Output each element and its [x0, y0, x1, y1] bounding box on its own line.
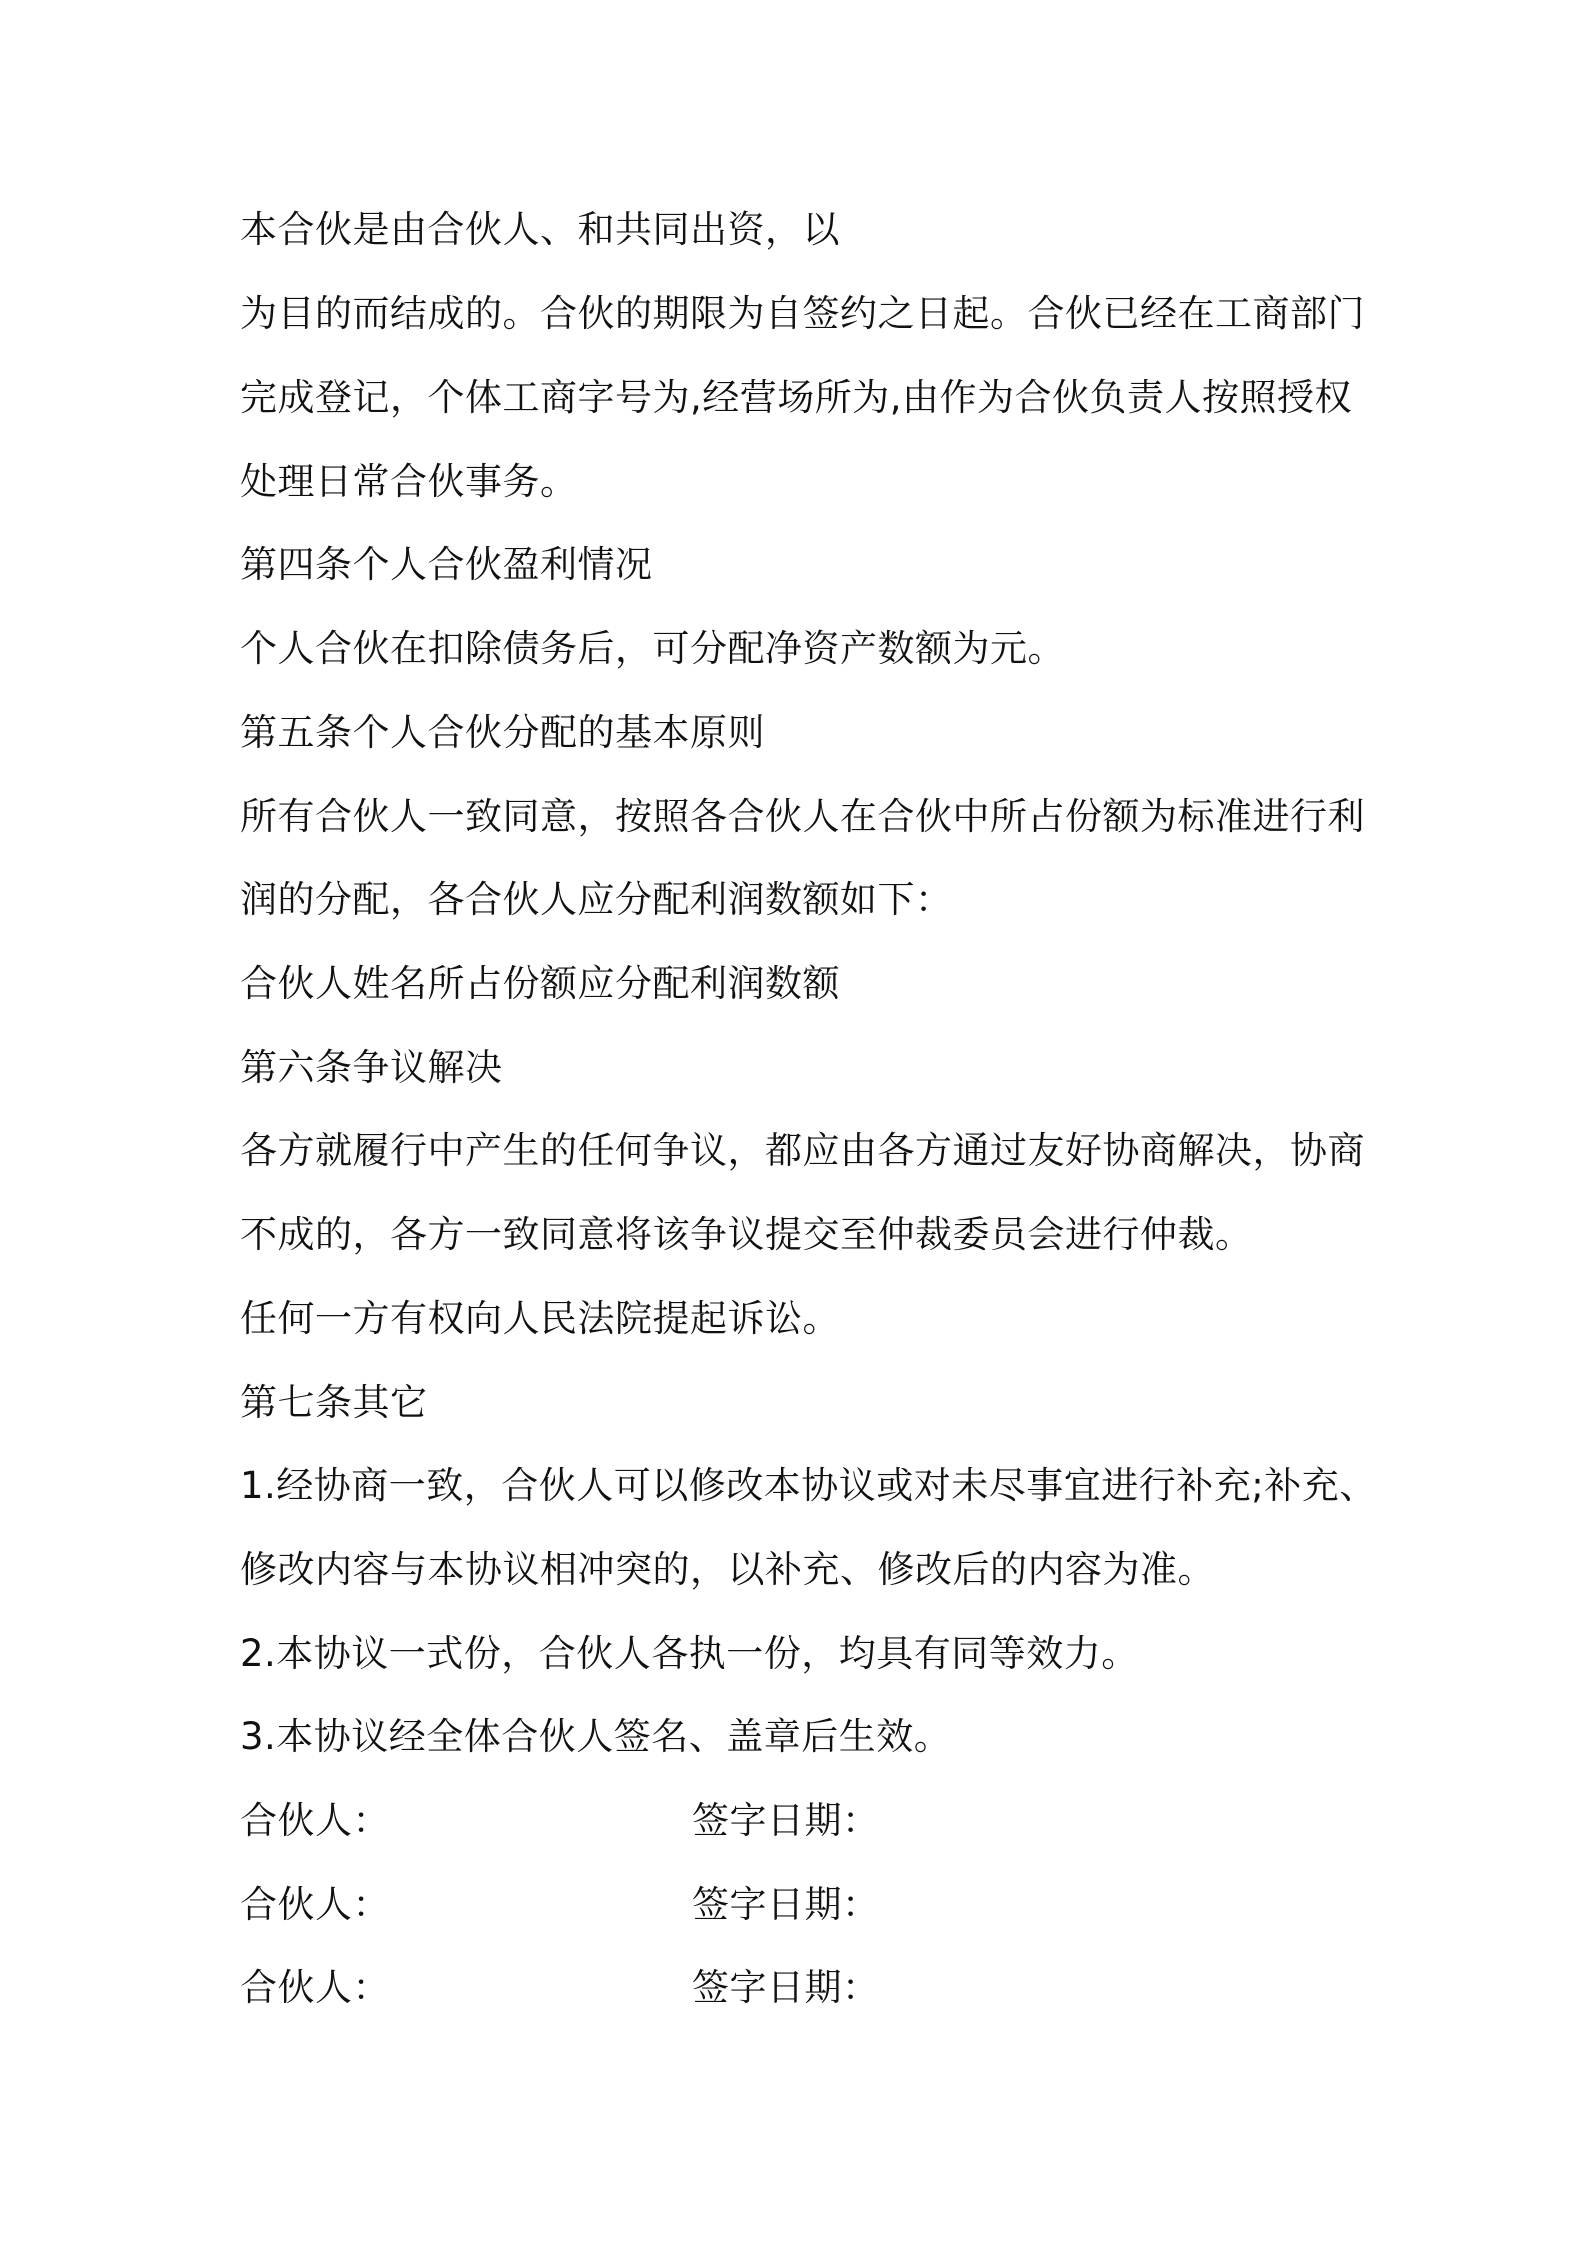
paragraph-line: 任何一方有权向人民法院提起诉讼。	[240, 1297, 840, 1340]
paragraph-line: 各方就履行中产生的任何争议，都应由各方通过友好协商解决，协商	[240, 1129, 1365, 1172]
paragraph-line: 为目的而结成的。合伙的期限为自签约之日起。合伙已经在工商部门	[240, 292, 1365, 335]
paragraph-line: 完成登记，个体工商字号为,经营场所为,由作为合伙负责人按照授权	[240, 376, 1353, 419]
section-heading: 第七条其它	[240, 1381, 428, 1424]
section-heading: 第五条个人合伙分配的基本原则	[240, 711, 765, 754]
paragraph-line: 修改内容与本协议相冲突的，以补充、修改后的内容为准。	[240, 1548, 1215, 1591]
sign-date-label: 签字日期：	[692, 1966, 880, 2009]
signature-row	[240, 1791, 1360, 1851]
paragraph-line: 2.本协议一式份，合伙人各执一份，均具有同等效力。	[240, 1632, 1139, 1675]
sign-date-label: 签字日期：	[692, 1799, 880, 1842]
paragraph-line: 个人合伙在扣除债务后，可分配净资产数额为元。	[240, 627, 1065, 670]
paragraph-line: 1.经协商一致，合伙人可以修改本协议或对未尽事宜进行补充;补充、	[240, 1464, 1377, 1507]
section-heading: 第四条个人合伙盈利情况	[240, 543, 653, 586]
signature-row	[240, 1958, 1360, 2018]
paragraph-line: 不成的，各方一致同意将该争议提交至仲裁委员会进行仲裁。	[240, 1213, 1253, 1256]
section-heading: 第六条争议解决	[240, 1046, 503, 1089]
signature-row	[240, 1875, 1360, 1935]
paragraph-line: 所有合伙人一致同意，按照各合伙人在合伙中所占份额为标准进行利	[240, 795, 1365, 838]
partner-label: 合伙人：	[240, 1966, 390, 2009]
paragraph-line: 合伙人姓名所占份额应分配利润数额	[240, 962, 840, 1005]
paragraph-line: 3.本协议经全体合伙人签名、盖章后生效。	[240, 1715, 952, 1758]
partner-label: 合伙人：	[240, 1883, 390, 1926]
paragraph-line: 本合伙是由合伙人、和共同出资，以	[240, 208, 840, 251]
paragraph-line: 处理日常合伙事务。	[240, 460, 578, 503]
paragraph-line: 润的分配，各合伙人应分配利润数额如下：	[240, 878, 953, 921]
sign-date-label: 签字日期：	[692, 1883, 880, 1926]
partner-label: 合伙人：	[240, 1799, 390, 1842]
